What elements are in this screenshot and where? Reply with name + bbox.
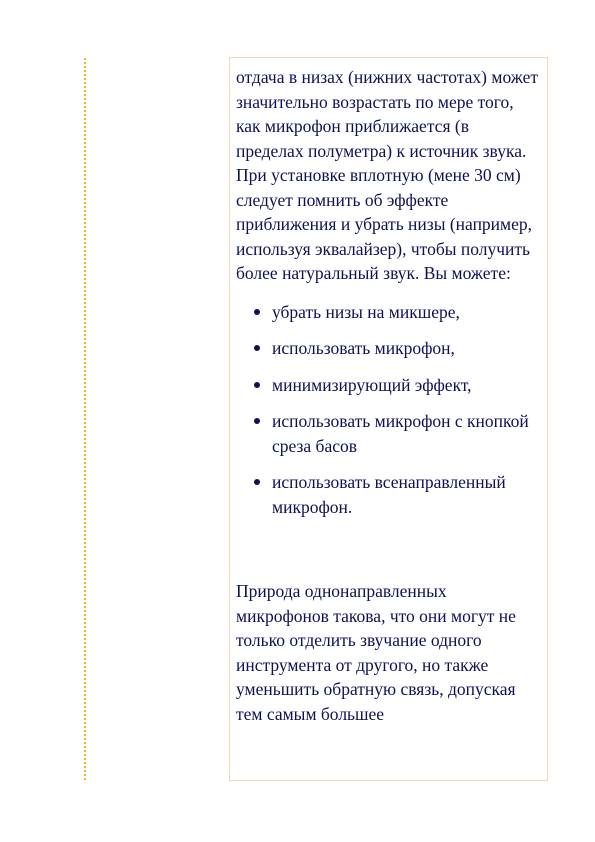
list-item-text: использовать всенаправленный микрофон. xyxy=(272,472,506,517)
list-item xyxy=(236,409,539,458)
list-item xyxy=(236,300,539,325)
bullet-icon xyxy=(254,382,260,388)
paragraph-continuation: Природа однонаправленных микрофонов такова, что они могут не только отделить звучание одного инструмента от другого, но также уменьшить обратную связь, допуская тем самым большее xyxy=(236,581,516,724)
bullet-icon xyxy=(254,309,260,315)
recommendations-list xyxy=(236,300,539,520)
list-item-text: использовать микрофон с кнопкой среза басов xyxy=(272,411,529,456)
list-item xyxy=(236,470,539,519)
list-item-text: убрать низы на микшере, xyxy=(272,301,460,322)
paragraph-intro: отдача в низах (нижних частотах) может значительно возрастать по мере того, как микрофон приближается (в пределах полуметра) к источник звука. При установке вплотную (мене 30 см) следует помнить об эффекте приближения и убрать низы (например, используя эквалайзер), чтобы получить более натуральный звук. Вы можете: xyxy=(236,67,539,283)
list-item xyxy=(236,336,539,361)
list-item-text: минимизирующий эффект, xyxy=(272,374,472,395)
margin-dotted-rule xyxy=(84,58,86,780)
bullet-icon xyxy=(254,345,260,351)
text-frame xyxy=(229,57,548,781)
bullet-icon xyxy=(254,479,260,485)
list-item-text: использовать микрофон, xyxy=(272,338,455,358)
bullet-icon xyxy=(254,418,260,424)
list-item xyxy=(236,373,539,398)
